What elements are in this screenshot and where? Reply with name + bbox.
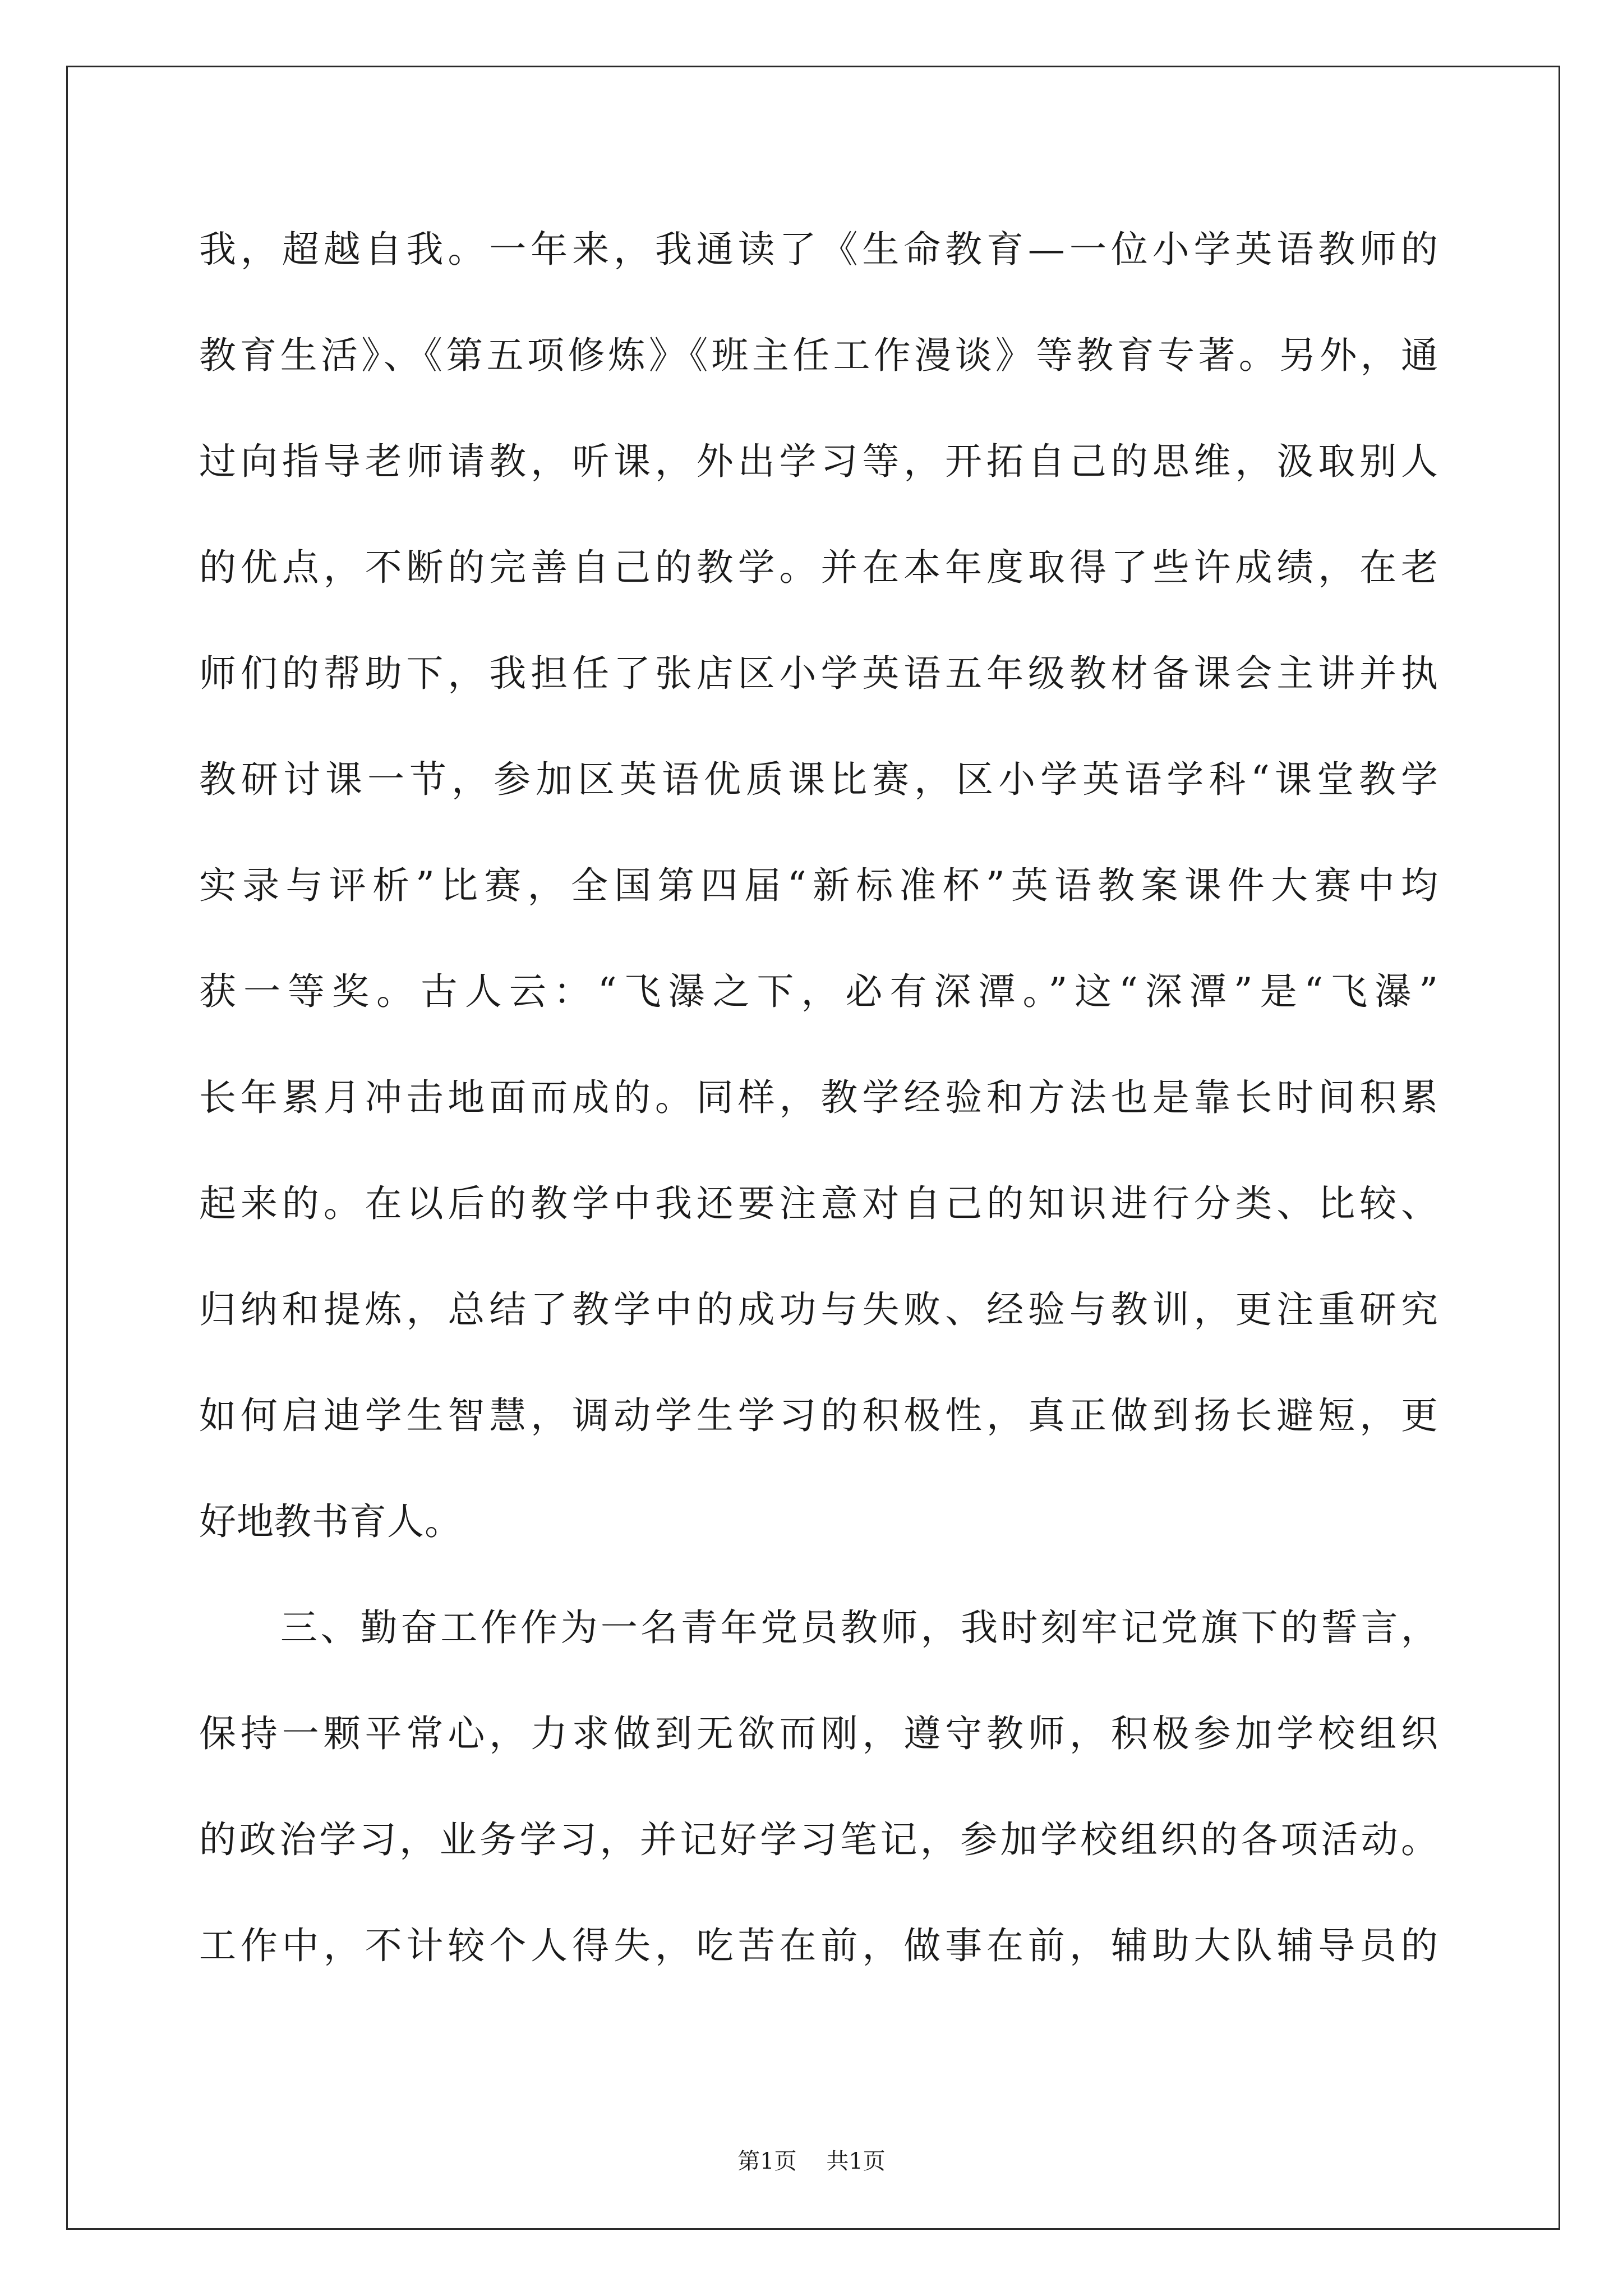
text-line: 归纳和提炼，总结了教学中的成功与失败、经验与教训，更注重研究 xyxy=(199,1288,1438,1331)
text-line: 的优点，不断的完善自己的教学。并在本年度取得了些许成绩，在老 xyxy=(199,546,1438,589)
text-line: 教研讨课一节，参加区英语优质课比赛，区小学英语学科“课堂教学 xyxy=(199,758,1438,801)
document-body xyxy=(199,222,1438,2024)
text-line: 我，超越自我。一年来，我通读了《生命教育—一位小学英语教师的 xyxy=(199,228,1438,271)
text-line: 过向指导老师请教，听课，外出学习等，开拓自己的思维，汲取别人 xyxy=(199,440,1438,483)
text-line: 实录与评析”比赛，全国第四届“新标准杯”英语教案课件大赛中均 xyxy=(199,864,1438,907)
page-footer xyxy=(0,2147,1623,2175)
text-line: 如何启迪学生智慧，调动学生学习的积极性，真正做到扬长避短，更 xyxy=(199,1394,1438,1437)
page-total: 共1页 xyxy=(826,2148,886,2174)
text-line: 教育生活》、《第五项修炼》《班主任工作漫谈》等教育专著。另外，通 xyxy=(199,334,1438,377)
text-line: 工作中，不计较个人得失，吃苦在前，做事在前，辅助大队辅导员的 xyxy=(199,1924,1438,1967)
text-line-paragraph-start: 三、勤奋工作作为一名青年党员教师，我时刻牢记党旗下的誓言， xyxy=(280,1606,1438,1649)
text-line: 保持一颗平常心，力求做到无欲而刚，遵守教师，积极参加学校组织 xyxy=(199,1712,1438,1755)
text-line: 起来的。在以后的教学中我还要注意对自己的知识进行分类、比较、 xyxy=(199,1182,1438,1225)
text-line: 师们的帮助下，我担任了张店区小学英语五年级教材备课会主讲并执 xyxy=(199,652,1438,695)
page-number: 第1页 xyxy=(737,2148,797,2174)
text-line: 长年累月冲击地面而成的。同样，教学经验和方法也是靠长时间积累 xyxy=(199,1076,1438,1119)
text-line: 的政治学习，业务学习，并记好学习笔记，参加学校组织的各项活动。 xyxy=(199,1818,1438,1861)
text-line: 好地教书育人。 xyxy=(199,1500,462,1543)
text-line: 获一等奖。古人云：“飞瀑之下，必有深潭。”这“深潭”是“飞瀑” xyxy=(199,970,1438,1013)
